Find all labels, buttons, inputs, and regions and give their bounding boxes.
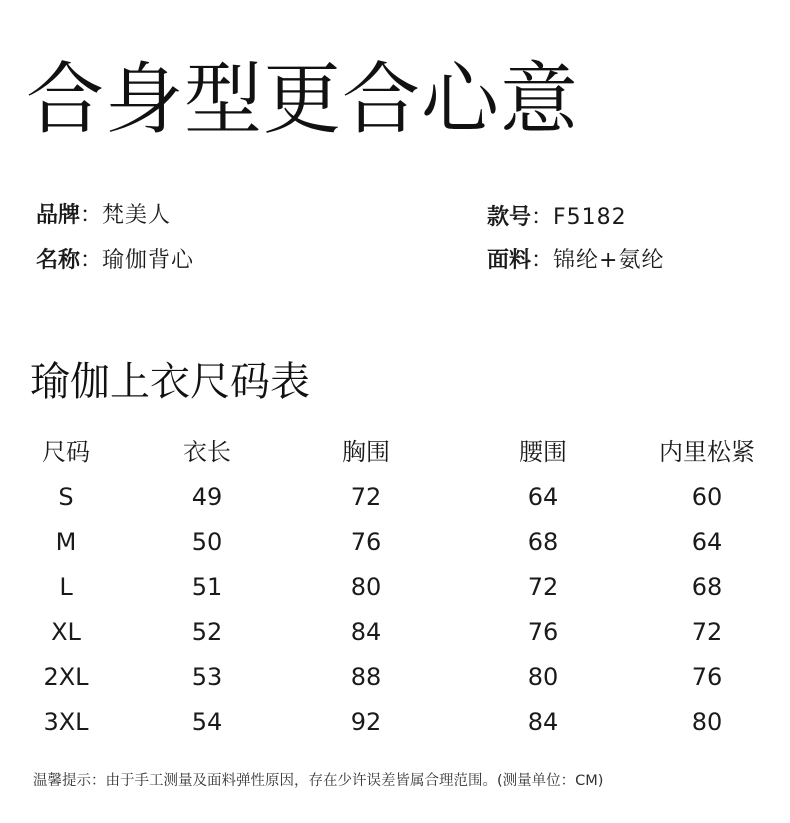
table-row — [0, 475, 790, 520]
waist-cell: 80 — [527, 663, 559, 691]
bust-cell: 84 — [350, 618, 382, 646]
table-row — [0, 565, 790, 610]
waist-cell: 84 — [527, 708, 559, 736]
brand-label: 品牌 — [36, 203, 81, 228]
inner-elastic-cell: 68 — [691, 573, 723, 601]
length-cell: 49 — [191, 483, 223, 511]
size-table-title: 瑜伽上衣尺码表 — [30, 359, 310, 405]
size-cell: S — [58, 483, 74, 511]
size-cell: L — [59, 573, 73, 601]
inner-elastic-cell: 80 — [691, 708, 723, 736]
waist-cell: 68 — [527, 528, 559, 556]
bust-cell: 92 — [350, 708, 382, 736]
size-cell: XL — [51, 618, 81, 646]
table-row — [0, 610, 790, 655]
length-cell: 53 — [191, 663, 223, 691]
table-row — [0, 655, 790, 700]
inner-elastic-cell: 60 — [691, 483, 723, 511]
waist-cell: 72 — [527, 573, 559, 601]
bust-cell: 88 — [350, 663, 382, 691]
style-code-value: F5182 — [553, 205, 627, 230]
size-table-header-row — [0, 430, 790, 475]
size-cell: 2XL — [43, 663, 89, 691]
table-row — [0, 520, 790, 565]
header-cell-inner-elastic: 内里松紧 — [659, 438, 755, 466]
product-name-value: 瑜伽背心 — [102, 248, 195, 273]
style-code-info — [487, 203, 627, 233]
length-cell: 50 — [191, 528, 223, 556]
inner-elastic-cell: 64 — [691, 528, 723, 556]
product-name-label: 名称 — [36, 248, 81, 273]
length-cell: 52 — [191, 618, 223, 646]
brand-separator: ： — [80, 203, 103, 228]
length-cell: 51 — [191, 573, 223, 601]
fabric-separator: ： — [531, 248, 554, 273]
inner-elastic-cell: 76 — [691, 663, 723, 691]
header-cell-waist: 腰围 — [519, 438, 567, 466]
page-headline: 合身型更合心意 — [26, 55, 580, 145]
header-cell-length: 衣长 — [183, 438, 231, 466]
fabric-value: 锦纶+氨纶 — [553, 248, 665, 273]
measurement-footnote: 温馨提示：由于手工测量及面料弹性原因，存在少许误差皆属合理范围。(测量单位：CM) — [33, 773, 604, 789]
product-name-info — [36, 246, 194, 276]
product-name-separator: ： — [80, 248, 103, 273]
waist-cell: 64 — [527, 483, 559, 511]
table-row — [0, 700, 790, 745]
fabric-info — [487, 246, 664, 276]
fabric-label: 面料 — [487, 248, 532, 273]
bust-cell: 72 — [350, 483, 382, 511]
size-cell: 3XL — [43, 708, 89, 736]
brand-info — [36, 201, 171, 231]
size-table — [0, 430, 790, 745]
bust-cell: 76 — [350, 528, 382, 556]
brand-value: 梵美人 — [102, 203, 172, 228]
header-cell-size: 尺码 — [42, 438, 90, 466]
inner-elastic-cell: 72 — [691, 618, 723, 646]
style-code-separator: ： — [531, 205, 554, 230]
length-cell: 54 — [191, 708, 223, 736]
waist-cell: 76 — [527, 618, 559, 646]
header-cell-bust: 胸围 — [342, 438, 390, 466]
size-cell: M — [55, 528, 77, 556]
style-code-label: 款号 — [487, 205, 532, 230]
bust-cell: 80 — [350, 573, 382, 601]
